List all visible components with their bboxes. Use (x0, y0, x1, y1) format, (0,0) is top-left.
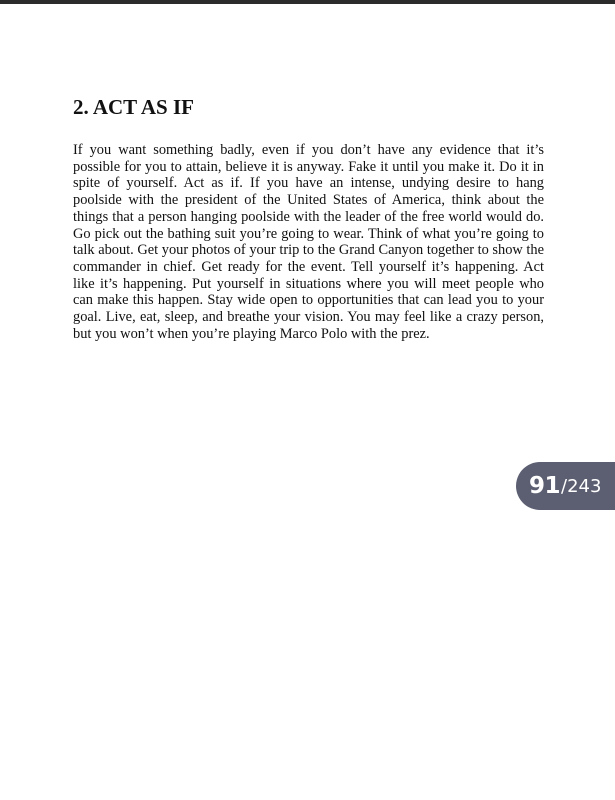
document-page (73, 92, 544, 342)
current-page-number: 91 (529, 473, 561, 499)
total-pages: 243 (567, 475, 602, 497)
top-border (0, 0, 615, 4)
section-paragraph: If you want something badly, even if you don’t have any evidence that it’s possible for you to attain, believe it is anyway. Fake it until you make it. Do it in spite of yourself. Act as if. If you have an intense, undying desire to hang poolside with the president of the United States of America, think about the things that a person hanging poolside with the leader of the free world would do. Go pick out the bathing suit you’re going to wear. Think of what you’re going to talk about. Get your photos of your trip to the Grand Canyon together to show the commander in chief. Get ready for the event. Tell yourself it’s happening. Act like it’s happening. Put yourself in situations where you will meet people who can make this happen. Stay wide open to opportunities that can lead you to your goal. Live, eat, sleep, and breathe your vision. You may feel like a crazy person, but you won’t when you’re playing Marco Polo with the prez. (73, 142, 544, 342)
page-separator: / (561, 475, 568, 497)
page-indicator[interactable] (516, 462, 615, 510)
section-heading: 2. ACT AS IF (73, 95, 194, 119)
